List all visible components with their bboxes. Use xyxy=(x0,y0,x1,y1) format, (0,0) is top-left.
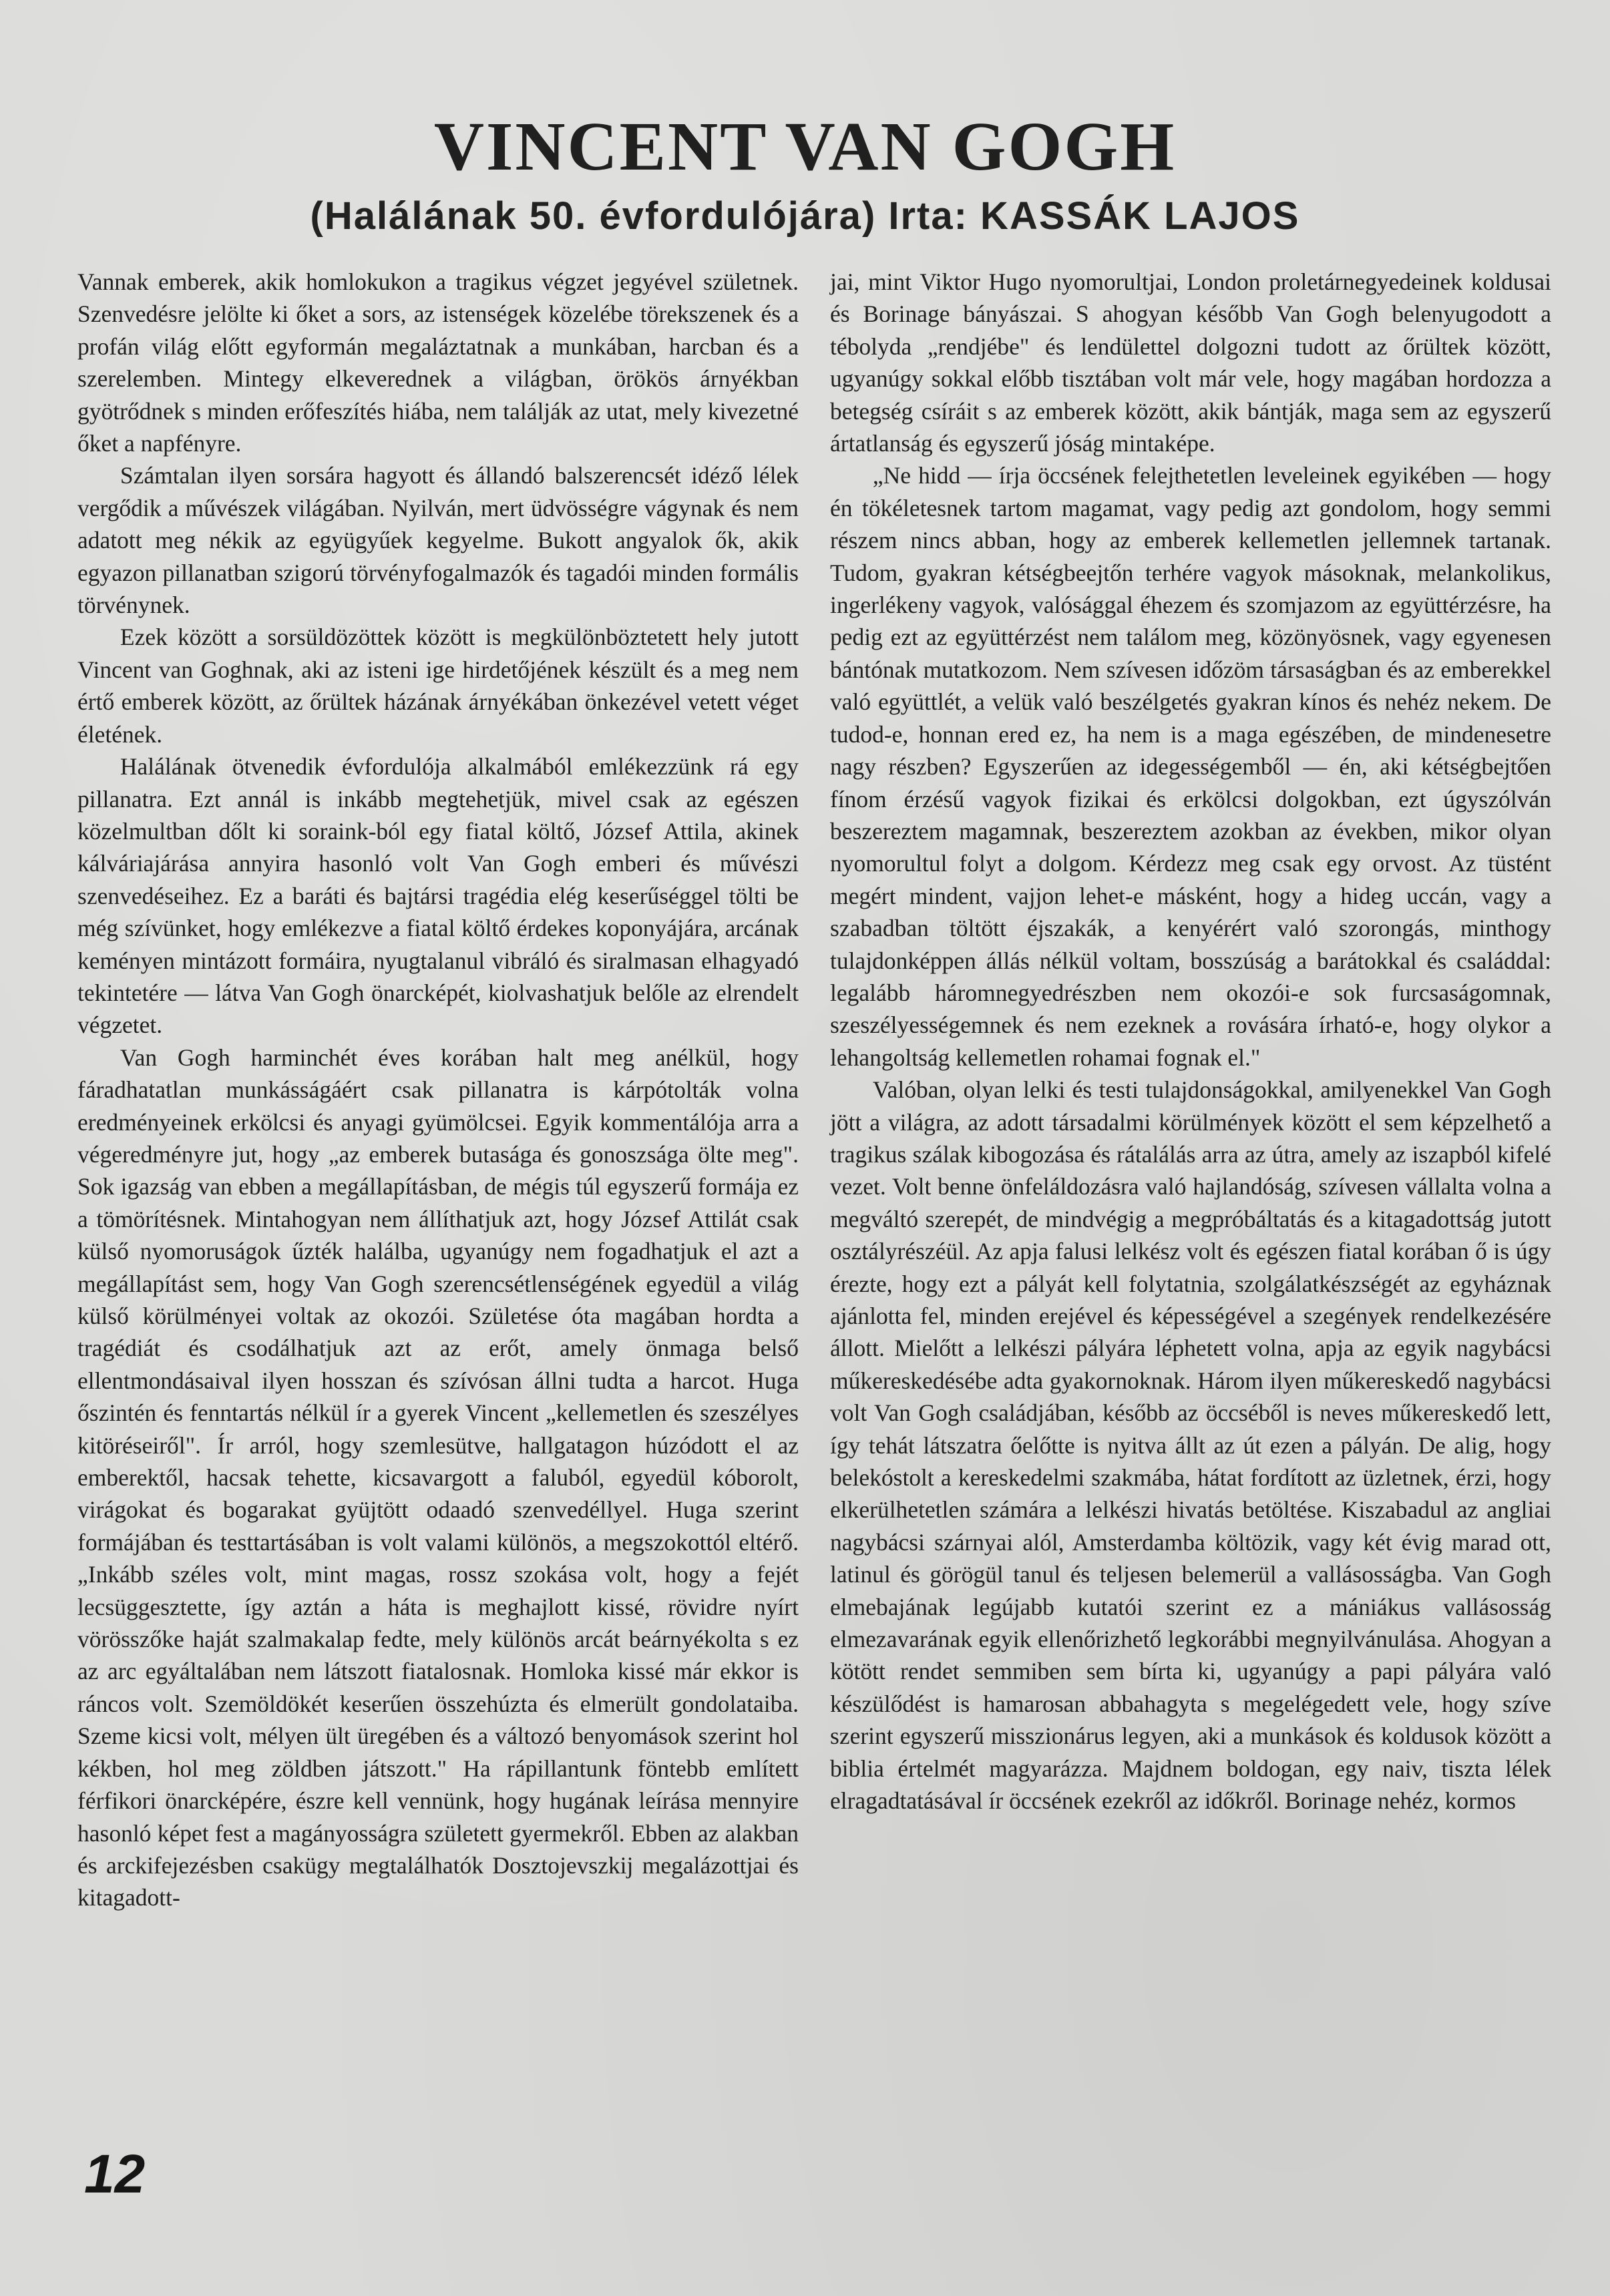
paragraph: Van Gogh harminchét éves korában halt meg anélkül, hogy fáradhatatlan munkásságáért csak pillanatra is kárpótolták volna eredményeinek erkölcsi és anyagi gyümölcsei. Egyik kommentálója arra a végeredményre jut, hogy „az emberek butasága és gonoszsága ölte meg". Sok igazság van ebben a megállapításban, de mégis túl egyszerű formája ez a tömörítésnek. Mintahogyan nem állíthatjuk azt, hogy József Attilát csak külső nyomoruságok űzték halálba, ugyanúgy nem fogadhatjuk el azt a megállapítást sem, hogy Van Gogh szerencsétlenségének egyedül a világ külső körülményei voltak az okozói. Születése óta magában hordta a tragédiát és csodálhatjuk azt az erőt, amely önmaga belső ellentmondásaival ilyen hosszan és szívósan állni tudta a harcot. Huga őszintén és fenntartás nélkül ír a gyerek Vincent „kellemetlen és szeszélyes kitöréseiről". Ír arról, hogy szemlesütve, hallgatagon húzódott el az emberektől, hacsak tehette, kicsavargott a faluból, egyedül kóborolt, virágokat és bogarakat gyüjtött odaadó szenvedéllyel. Huga szerint formájában és testtartásában is volt valami különös, a megszokottól eltérő. „Inkább széles volt, mint magas, rossz szokása volt, hogy a fejét lecsüggesztette, így aztán a háta is meghajlott kissé, rövidre nyírt vörösszőke haját szalmakalap fedte, mely különös arcát beárnyékolta s ez az arc egyáltalában nem látszott fiatalosnak. Homloka kissé már ekkor is ráncos volt. Szemöldökét keserűen összehúzta és elmerült gondolataiba. Szeme kicsi volt, mélyen ült üregében és a változó benyomások szerint hol kékben, hol meg zöldben játszott." Ha rápillantunk föntebb említett férfikori önarcképére, észre kell vennünk, hogy hugának leírása mennyire hasonló képet fest a magányosságra született gyermekről. Ebben az alakban és arckifejezésben csakügy megtalálhatók Dosztojevszkij megalázottjai és kitagadott- xyxy=(77,1044,799,1911)
paragraph: Halálának ötvenedik évfordulója alkalmából emlékezzünk rá egy pillanatra. Ezt annál is inkább megtehetjük, mivel csak az egészen közelmultban dőlt ki soraink-ból egy fiatal költő, József Attila, akinek kálváriajárása annyira hasonló volt Van Gogh emberi és művészi szenvedéseihez. Ez a baráti és bajtársi tragédia elég keserűséggel tölti be még szívünket, hogy emlékezve a fiatal költő érdekes koponyájára, arcának keményen mintázott formáira, nyugtalanul vibráló és siralmasan elhagyadó tekintetére — látva Van Gogh önarcképét, kiolvashatjuk belőle az elrendelt végzetet. xyxy=(77,753,799,1039)
paragraph: Vannak emberek, akik homlokukon a tragikus végzet jegyével születnek. Szenvedésre jelölte ki őket a sors, az istenségek közelébe törekszenek és a profán világ előtt egyformán megaláztatnak a munkában, harcban és a szerelemben. Mintegy elkeverednek a világban, örökös árnyékban gyötrődnek s minden erőfeszítés hiába, nem találják az utat, mely kivezetné őket a napfényre. xyxy=(77,268,799,457)
paragraph: „Ne hidd — írja öccsének felejthetetlen leveleinek egyikében — hogy én tökéletesnek tartom magamat, vagy pedig azt gondolom, hogy semmi részem nincs abban, hogy az emberek kellemetlen jellemnek tartanak. Tudom, gyakran kétségbeejtőn terhére vagyok másoknak, melankolikus, ingerlékeny vagyok, valósággal éhezem és szomjazom az együttérzésre, ha pedig ezt az együttérzést nem találom meg, közönyösnek, vagy egyenesen bántónak mutatkozom. Nem szívesen időzöm társaságban és az emberekkel való együttlét, a velük való beszélgetés gyakran kínos és nehéz nekem. De tudod-e, honnan ered ez, ha nem is a maga egészében, de mindenesetre nagy részben? Egyszerűen az idegességemből — én, aki kétségbejtően fínom érzésű vagyok fizikai és erkölcsi dolgokban, ezt úgyszólván beszereztem magamnak, beszereztem azokban az években, mikor olyan nyomorultul folyt a dolgom. Kérdezz meg csak egy orvost. Az tüstént megért mindent, vajjon lehet-e másként, hogy a hideg uccán, vagy a szabadban töltött éjszakák, a kenyérért való szorongás, minthogy tulajdonképpen állás nélkül voltam, bosszúság a barátokkal és családdal: legalább háromnegyedrészben nem okozói-e sok furcsaságomnak, szeszélyességemnek és nem ezeknek a rovására írható-e, hogy olykor a lehangoltság kellemetlen rohamai fognak el." xyxy=(830,462,1551,1071)
right-column xyxy=(830,266,1551,1817)
left-column xyxy=(77,266,799,1914)
paragraph: Valóban, olyan lelki és testi tulajdonságokkal, amilyenekkel Van Gogh jött a világra, az adott társadalmi körülmények között el sem képzelhető a tragikus szálak kibogozása és rátalálás arra az útra, amely az iszapból kifelé vezet. Volt benne önfeláldozásra való hajlandóság, szívesen vállalta volna a megváltó szerepét, de mindvégig a megpróbáltatás és a kitagadottság jutott osztályrészéül. Az apja falusi lelkész volt és egészen fiatal korában ő is úgy érezte, hogy ezt a pályát kell folytatnia, szolgálatkészségét az egyháznak ajánlotta fel, minden erejével és képességével a szegények rendelkezésére állott. Mielőtt a lelkészi pályára léphetett volna, apja az egyik nagybácsi műkereskedésébe adta gyakornoknak. Három ilyen műkereskedő nagybácsi volt Van Gogh családjában, később az öccséből is neves műkereskedő lett, így tehát látszatra őelőtte is nyitva állt az út ezen a pályán. De alig, hogy belekóstolt a kereskedelmi szakmába, hátat fordított az üzletnek, érzi, hogy elkerülhetetlen számára a lelkészi hivatás betöltése. Kiszabadul az angliai nagybácsi szárnyai alól, Amsterdamba költözik, vagy két évig marad ott, latinul és görögül tanul és teljesen belemerül a vallásosságba. Van Gogh elmebajának legújabb kutatói szerint ez a mániákus vallásosság elmezavarának egyik ellenőrizhető legkorábbi megnyilvánulása. Ahogyan a kötött rendet semmiben sem bírta ki, ugyanúgy a papi pályára való készülődést is hamarosan abbahagyta s megelégedett vele, hogy szíve szerint egyszerű misszionárus legyen, aki a munkások és koldusok között a biblia értelmét magyarázza. Majdnem boldogan, egy naiv, tiszta lélek elragadtatásával ír öccsének ezekről az időkről. Borinage nehéz, kormos xyxy=(830,1076,1551,1815)
article-subtitle: (Halálának 50. évfordulójára) Irta: KASSÁK LAJOS xyxy=(310,194,1300,238)
page-number: 12 xyxy=(84,2144,146,2205)
paragraph: Számtalan ilyen sorsára hagyott és állandó balszerencsét idéző lélek vergődik a művészek világában. Nyilván, mert üdvösségre vágynak és nem adatott meg nékik az együgyűek kegyelme. Bukott angyalok ők, akik egyazon pillanatban szigorú törvényfogalmazók és tagadói minden formális törvénynek. xyxy=(77,462,799,619)
paragraph: jai, mint Viktor Hugo nyomorultjai, London proletárnegyedeinek koldusai és Borinage bányászai. S ahogyan később Van Gogh belenyugodott a tébolyda „rendjébe" és lendülettel dolgozni tudott az őrültek között, ugyanúgy sokkal előbb tisztában volt már vele, hogy magában hordozza a betegség csíráit s az emberek között, akik bántják, maga sem az egyszerű ártatlanság és egyszerű jóság mintaképe. xyxy=(830,268,1551,457)
paragraph: Ezek között a sorsüldözöttek között is megkülönböztetett hely jutott Vincent van Goghnak, aki az isteni ige hirdetőjének készült és a meg nem értő emberek között, az őrültek házának árnyékában önkezével vetett véget életének. xyxy=(77,624,799,748)
article-title: VINCENT VAN GOGH xyxy=(433,108,1177,185)
